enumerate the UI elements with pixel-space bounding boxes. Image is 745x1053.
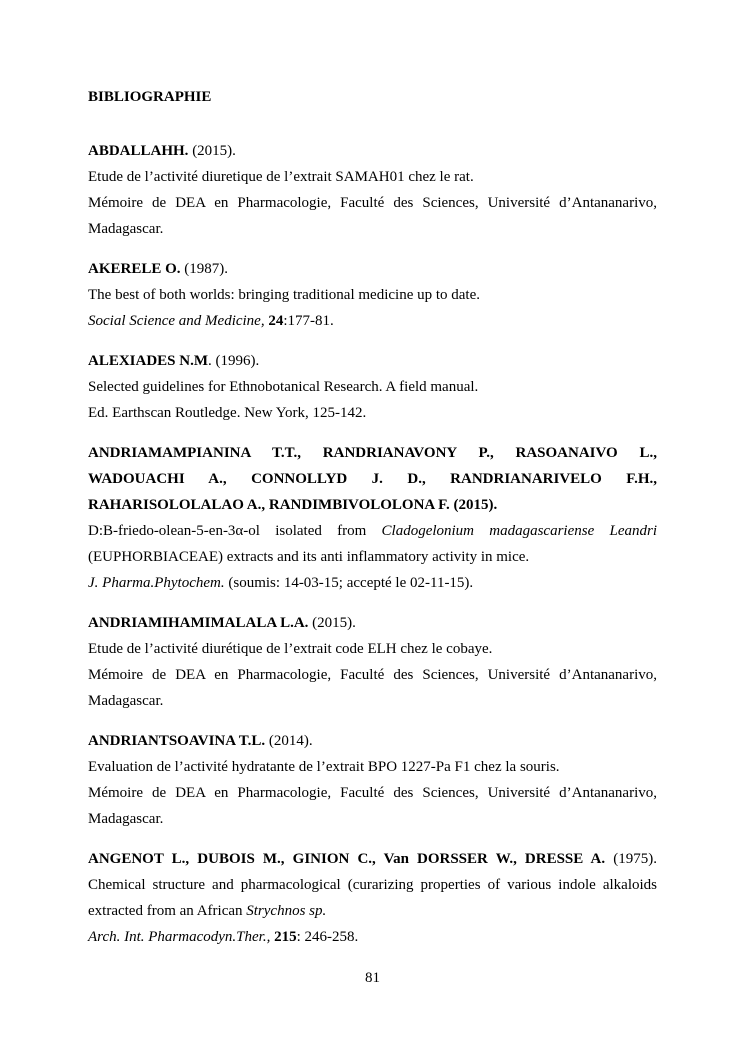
text-segment: Chemical structure and pharmacological (curarizing properties of various indole alkaloids [88,877,657,893]
text-segment: Social Science and Medicine, [88,313,265,329]
bibliography-entry [88,348,657,426]
text-segment: Madagascar. [88,221,164,237]
entry-line [88,190,657,216]
bibliography-list [88,138,657,950]
entry-line [88,662,657,688]
text-segment: Etude de l’activité diuretique de l’extrait SAMAH01 chez le rat. [88,169,474,185]
text-segment: :177-81. [283,313,334,329]
bibliography-entry [88,610,657,714]
text-segment: 24 [268,313,284,329]
entry-line [88,728,657,754]
text-segment: ANDRIAMAMPIANINA T.T., RANDRIANAVONY P., RASOANAIVO L., [88,445,657,461]
entry-line [88,846,657,872]
entry-line [88,806,657,832]
entry-line [88,610,657,636]
text-segment: Evaluation de l’activité hydratante de l’extrait BPO 1227-Pa F1 chez la souris. [88,759,560,775]
entry-line [88,570,657,596]
entry-line [88,466,657,492]
text-segment: ABDALLAHH. [88,143,189,159]
entry-line [88,924,657,950]
bibliography-entry [88,256,657,334]
text-segment: extracted from an African [88,903,247,919]
text-segment: AKERELE O. [88,261,181,277]
entry-line [88,544,657,570]
text-segment: Cladogelonium madagascariense Leandri [381,523,657,539]
text-segment: ANDRIANTSOAVINA T.L. [88,733,266,749]
entry-line [88,898,657,924]
entry-line [88,400,657,426]
text-segment: Selected guidelines for Ethnobotanical Research. A field manual. [88,379,479,395]
text-segment: ANGENOT L., DUBOIS M., GINION C., Van DORSSER W., DRESSE A. [88,851,606,867]
text-segment: J. Pharma.Phytochem. [88,575,225,591]
text-segment: Mémoire de DEA en Pharmacologie, Faculté des Sciences, Université d’Antananarivo, [88,785,657,801]
text-segment: (EUPHORBIACEAE) extracts and its anti inflammatory activity in mice. [88,549,530,565]
text-segment: (1975). [605,851,658,867]
text-segment: (soumis: 14-03-15; accepté le 02-11-15). [224,575,474,591]
entry-line [88,348,657,374]
text-segment: (2015). [188,143,236,159]
entry-line [88,872,657,898]
page-number: 81 [365,970,380,986]
text-segment: The best of both worlds: bringing traditional medicine up to date. [88,287,480,303]
entry-line [88,216,657,242]
text-segment: Strychnos sp. [246,903,327,919]
text-segment: (2014). [265,733,313,749]
text-segment: ALEXIADES N.M [88,353,209,369]
entry-line [88,138,657,164]
entry-line [88,636,657,662]
entry-line [88,518,657,544]
text-segment: Madagascar. [88,811,164,827]
entry-line [88,164,657,190]
text-segment: Mémoire de DEA en Pharmacologie, Faculté des Sciences, Université d’Antananarivo, [88,195,657,211]
bibliography-entry [88,138,657,242]
text-segment: Mémoire de DEA en Pharmacologie, Faculté des Sciences, Université d’Antananarivo, [88,667,657,683]
entry-line [88,688,657,714]
page-title: BIBLIOGRAPHIE [88,89,212,105]
text-segment: (1987). [180,261,229,277]
text-segment: WADOUACHI A., CONNOLLYD J. D., RANDRIANARIVELO F.H., [88,471,657,487]
text-segment: D:B-friedo-olean-5-en-3α-ol isolated from [88,523,382,539]
bibliography-entry [88,728,657,832]
text-segment: ANDRIAMIHAMIMALALA L.A. [88,615,309,631]
text-segment: Etude de l’activité diurétique de l’extrait code ELH chez le cobaye. [88,641,493,657]
text-segment: Ed. Earthscan Routledge. New York, 125-142. [88,405,367,421]
text-segment: (2015). [308,615,356,631]
bibliography-entry [88,846,657,950]
entry-line [88,754,657,780]
text-segment: Madagascar. [88,693,164,709]
text-segment: : 246-258. [296,929,359,945]
entry-line [88,780,657,806]
entry-line [88,374,657,400]
text-segment: 215 [274,929,297,945]
bibliography-entry [88,440,657,596]
entry-line [88,492,657,518]
entry-line [88,440,657,466]
text-segment: . (1996). [208,353,260,369]
text-segment: Arch. Int. Pharmacodyn.Ther., [88,929,271,945]
entry-line [88,256,657,282]
entry-line [88,308,657,334]
entry-line [88,282,657,308]
text-segment: RAHARISOLOLALAO A., RANDIMBIVOLOLONA F. (2015). [88,497,498,513]
